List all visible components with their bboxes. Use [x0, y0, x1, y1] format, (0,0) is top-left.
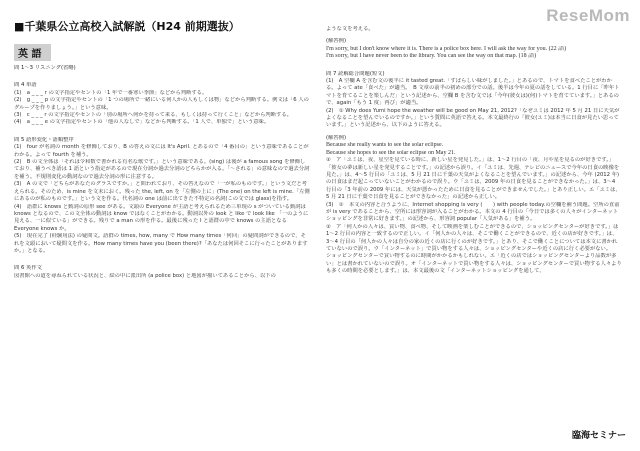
right-paragraph: I'm sorry, but I don't know where it is. There is a police box here. I will ask the way for you. (22 語) — [326, 45, 567, 52]
site-watermark: ReseMom — [546, 6, 630, 25]
right-paragraph: ② ア「ユミは、夜、星空を見ている時に、新しい星を発見した。」は、1〜2 行目の「夜、月や星を見るのが好きです。」「彼女の夢は新しい星を発見することです。」の記述から誤り。イ「ユミは、先週、テレビのニュースで今年の日食の映像を見た。」は、4〜5 行目の「ユミは、5 月 21 日に千葉の天気がよくなることを望んでいます。」の記述から、今年 (2012 年) の日食はまだ起こっていないことがわかるので誤り。ウ「ユミは、2009 年の日食を見ることができなかった。」は、3〜4 行目の「3 年前の 2009 年には、天気が悪かったために日食を見ることができませんでした。」とあり正しい。エ「ユミは、5 月 21 日に千葉で日食を見ることができなかった」の記述から正しい。 — [326, 157, 621, 201]
left-spacer — [14, 72, 310, 77]
left-paragraph: (4) 語群に knows と動詞の原形 see がある。文頭の Everyone が主語と考えられるため三単現の s がついている動詞は knows となるので、この文全体の動詞は know ではなくことがわかる。動詞以外の look と like で look like 「一のように見える、一に似ている」ができる。残りで a man の形を作る。最後に残った I と語群の中で knows の主語となる Everyone knows か。 — [14, 203, 309, 232]
left-paragraph: (3) c _ _ _ r の文字指定やセントの「別の場所へ何かを持って来る、もしくは持って行くこと」などから判断する。 — [14, 112, 292, 119]
left-column — [14, 60, 310, 280]
left-paragraph: 図書館への道を尋ねられている状況と、絵の中に派出所 (a police box) と地図が描いてあることから、以下の — [14, 272, 276, 279]
right-heading: (解答例) — [326, 134, 347, 141]
right-paragraph: (3) ① 本文の内容と合うように、Internet shopping is very ( ) with people today.の空欄を補う問題。空所の直前が is very であることから、空所には形容詞が入ることがわかる。本文の 4 行目の「今日では多くの人々がインターネットショッピングを非常に好きます。」の記述から、形容詞 popular「人気がある」を補う。 — [326, 201, 620, 223]
left-spacer — [14, 127, 310, 132]
right-heading: 問 7 読解総合問題(短文) — [326, 70, 385, 77]
right-paragraph: ② ア「何人かの人々は、買い物、食べ物、そして映画を楽しむことができるので、ショッピングセンターが好きです。」は 1〜2 行目の内容と一致するので正しい。イ「何人かの人々は、そこで働くことができるので、近くの店が好きです。」は、3〜4 行目の「何人かの人々は自分の家の近くの店に行くのが好きです。」とあり、そこで働くことについては本文に書かれていないので誤り。ウ「インターネット」で買い物をする人々は、ショッピングセンターや近くの店に行く必要がない。 — [326, 223, 619, 252]
left-paragraph: (3) A の文で「どちらがあなたのグラスですか。」と問われており、その答えなので「一が私のものです。」という文だと考えられる。そのため、is mine を文末におく。残った the, left, on を「左側の上に」(The one) on the left is mine.「左側にあるのが私のものです。」という文を作る。代名詞の one は前に出てきた不特定の名詞(この文では glass)を指す。 — [14, 181, 310, 203]
right-paragraph: ショッピングセンターで買い物するのに時間がかかるかもしれない。エ「近くの店ではショッピングセンターより品数が多い」とは書かれていないので誤り。オ「インターネットで買い物をする人々は、ショッピングセンターで買い物する人々よりも多くの時間を必要とします。」は、本文最後の文「インターネットショッピングを通して、 — [326, 253, 622, 275]
left-heading: 問 1〜3 リスニング(省略) — [14, 65, 76, 71]
left-paragraph: (1) a _ _ _ r の文字指定やセントの「1 年で一番寒い季節」などから判断する。 — [14, 89, 208, 96]
right-spacer — [326, 61, 622, 66]
left-paragraph: (1) four が名詞の month を修飾しており、B の答えの文には It's April. とあるので「4 番目の」という意味であることがわかる。よって fourth を補う。 — [14, 144, 309, 158]
right-paragraph: Because she hopes to see the solar eclipse on May 21. — [326, 149, 456, 156]
right-paragraph: (1) A 空欄 A を含む文の後半に it tasted great.「すばらしい味がしました。」とあるので、トマトを食べたことがわかる。よって ate「食べた」が適当。 B 文章の前半の初めの部分での話。後半は今年の夏の話をしている。1 行目に「昨年トマトを育てることを楽しんだ」という記述から、空欄 B を含む文では「今年(彼女は)(何)トマトを育てています。」とあるので、again「もう 1 度」再び」が適当。 — [326, 78, 620, 107]
right-column — [326, 26, 622, 276]
left-heading: 問 4 単語 — [14, 82, 37, 89]
right-paragraph: Because she really wants to see the solar eclipse. — [326, 142, 444, 149]
right-paragraph: (2) ① Why does Yumi hope the weather will be good on May 21, 2012?「なぜユミは 2012 年 5 月 21 日に天気がよくなることを望んでいるのですか。」という質問に英語で答える。本文最終行の「彼女(ユミ)は本当に日食が見たい思っています。」という記述から、以下のように答える。 — [326, 107, 620, 129]
right-heading: (解答例) — [326, 38, 347, 45]
right-paragraph: ような文を考える。 — [326, 26, 374, 32]
left-heading: 問 5 語形変化・語順整序 — [14, 136, 74, 143]
left-paragraph: (4) a _ _ _ e の文字指定やセントの「他の人なしで」などから判断する。「1 人で、単独で」という意味。 — [14, 119, 270, 126]
left-heading: 問 6 英作文 — [14, 265, 42, 272]
footer-publisher: 臨海セミナー — [571, 431, 626, 441]
right-paragraph: I'm sorry, but I have never been to the library. You can see the way on that map. (18 語) — [326, 53, 537, 60]
left-paragraph: (5) 現在完了 (経験用法) の疑問文。語群の times, how, many で How many times「何回」の疑問詞ができるので、それを文頭において疑問文を作る。How many times have you (been there)?「あなたは何回そこに行ったことがありますか。」となる。 — [14, 233, 308, 254]
left-paragraph: (2) g _ _ _ p の文字指定やセントの「1 つの場所で一緒にいる何人かの人もしくは物」などから判断する。例文は「6 人のグループを作りましょう。」という意味。 — [14, 97, 309, 111]
page-title: ■千葉県公立高校入試解説（H24 前期選抜） — [14, 20, 240, 33]
left-spacer — [14, 255, 310, 260]
subject-heading: 英 語 — [14, 44, 51, 61]
left-paragraph: (2) B の文全体は「それは令和数で書かれる有名な歌です。」という意味である。(sing) は後が a famous song を修飾しており、補うべき語は 1 語という指定があるので現在分詞か過去分詞のどちらかが入る。「〜される」の意味なので過去分詞を補う。不規則変化の動詞なので過去分詞の形に注意する。 — [14, 159, 310, 180]
